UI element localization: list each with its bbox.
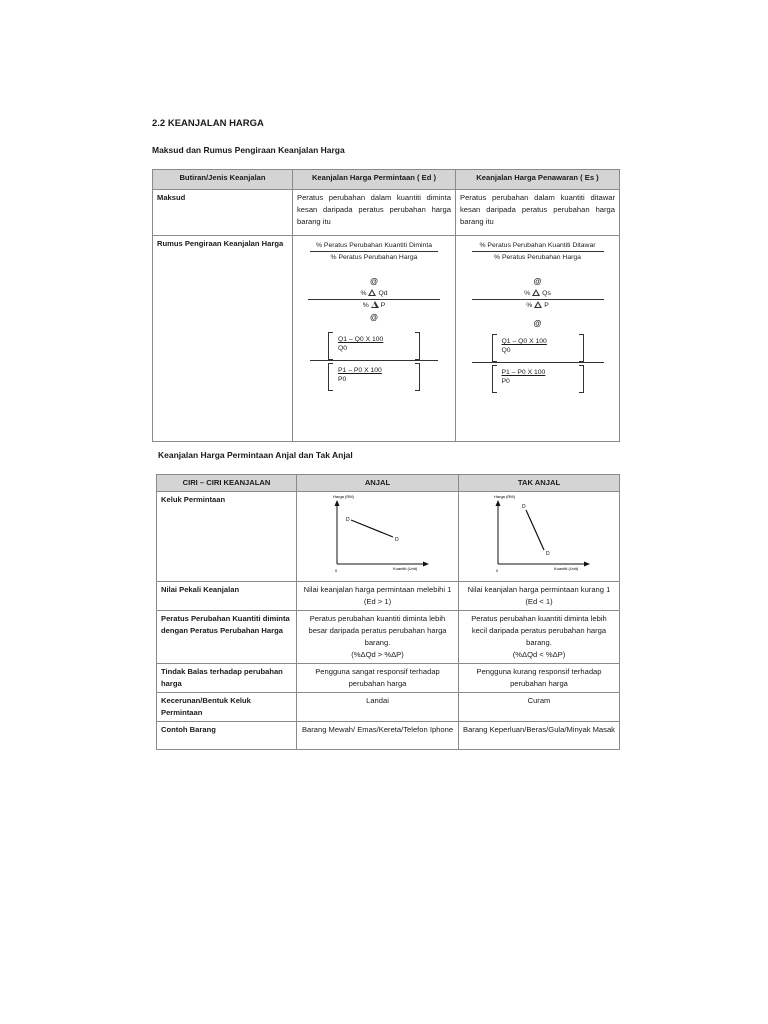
- percent-sign: %: [360, 290, 367, 297]
- demand-label-top: D: [522, 504, 526, 510]
- rumus-penawaran: [456, 236, 620, 442]
- peratus-anjal-text: Peratus perubahan kuantiti diminta lebih besar daripada peratus perubahan harga barang.: [308, 614, 447, 647]
- quantity-var: Qs: [542, 290, 551, 297]
- percent-sign: %: [362, 302, 369, 309]
- percent-sign: %: [526, 302, 533, 309]
- x-axis-arrow-icon: [584, 562, 590, 567]
- x-axis-label: Kuantiti (Unit): [392, 566, 417, 571]
- contoh-anjal: Barang Mewah/ Emas/Kereta/Telefon Iphone: [297, 722, 459, 750]
- left-bracket: [328, 332, 333, 360]
- bracket-denominator: [328, 363, 420, 389]
- p-change-top: P1 – P0 X 100: [338, 367, 382, 374]
- subtitle-maksud-rumus: Maksud dan Rumus Pengiraan Keanjalan Harga: [152, 145, 345, 155]
- demand-label-top: D: [345, 517, 350, 523]
- header-permintaan: Keanjalan Harga Permintaan ( Ed ): [293, 170, 456, 190]
- left-bracket: [328, 363, 333, 391]
- fraction-line: [310, 360, 438, 361]
- left-bracket: [492, 334, 497, 362]
- q-change-top: Q1 – Q0 X 100: [338, 336, 384, 343]
- peratus-anjal-formula: (%ΔQd > %ΔP): [351, 650, 404, 659]
- percent-sign: %: [524, 290, 531, 297]
- header-tak-anjal: TAK ANJAL: [459, 475, 620, 492]
- peratus-anjal: [297, 611, 459, 664]
- origin-label: 0: [334, 568, 337, 573]
- at-symbol: @: [533, 277, 542, 286]
- demand-curve-flat: [351, 520, 393, 537]
- at-symbol: @: [370, 313, 378, 322]
- y-axis-arrow-icon: [334, 500, 339, 506]
- formula-numerator-1: % Peratus Perubahan Kuantiti Ditawar: [479, 242, 596, 249]
- row-label-contoh: Contoh Barang: [157, 722, 297, 750]
- delta-triangle-icon: [532, 289, 540, 296]
- x-axis-arrow-icon: [423, 562, 429, 567]
- kecerunan-anjal: Landai: [297, 693, 459, 722]
- demand-label-bottom: D: [394, 537, 399, 543]
- row-label-keluk: Keluk Permintaan: [157, 492, 297, 582]
- formula-numerator-2: [297, 288, 451, 299]
- graph-tak-anjal-cell: [459, 492, 620, 582]
- bracket-denominator: [492, 365, 584, 391]
- formula-denominator-2: [297, 300, 451, 311]
- right-bracket: [415, 332, 420, 360]
- x-axis-label: Kuantiti (Unit): [554, 566, 579, 571]
- maksud-penawaran: Peratus perubahan dalam kuantiti ditawar kesan daripada peratus perubahan harga barang itu: [456, 190, 620, 236]
- graph-anjal-cell: [297, 492, 459, 582]
- header-anjal: ANJAL: [297, 475, 459, 492]
- section-title: 2.2 KEANJALAN HARGA: [152, 118, 264, 129]
- header-ciri: CIRI – CIRI KEANJALAN: [157, 475, 297, 492]
- tindak-balas-tak-anjal: Pengguna kurang responsif terhadap perubahan harga: [459, 664, 620, 693]
- p-change-bottom: P0: [338, 376, 347, 383]
- peratus-tak-anjal-text: Peratus perubahan kuantiti diminta lebih kecil daripada peratus perubahan harga barang.: [471, 614, 607, 647]
- row-label-kecerunan: Kecerunan/Bentuk Keluk Permintaan: [157, 693, 297, 722]
- kecerunan-tak-anjal: Curam: [459, 693, 620, 722]
- table-maksud-rumus: [152, 169, 620, 442]
- at-symbol: @: [533, 319, 542, 328]
- inelastic-demand-graph: [484, 494, 594, 576]
- y-axis-label: Harga (RM): [494, 494, 515, 499]
- row-label-maksud: Maksud: [153, 190, 293, 236]
- rumus-permintaan: [293, 236, 456, 442]
- y-axis-label: Harga (RM): [332, 494, 354, 499]
- peratus-tak-anjal-formula: (%ΔQd < %ΔP): [512, 650, 566, 659]
- formula-numerator-2: [460, 288, 615, 299]
- header-butiran: Butiran/Jenis Keanjalan: [153, 170, 293, 190]
- formula-denominator-2: [460, 300, 615, 311]
- right-bracket: [579, 334, 584, 362]
- right-bracket: [415, 363, 420, 391]
- delta-triangle-icon: [368, 289, 376, 296]
- fraction-line: [472, 362, 604, 363]
- contoh-tak-anjal: Barang Keperluan/Beras/Gula/Minyak Masak: [459, 722, 620, 750]
- header-penawaran: Keanjalan Harga Penawaran ( Es ): [456, 170, 620, 190]
- maksud-permintaan: Peratus perubahan dalam kuantiti diminta kesan daripada peratus perubahan harga barang itu: [293, 190, 456, 236]
- formula-numerator-1: % Peratus Perubahan Kuantiti Diminta: [316, 242, 432, 249]
- origin-label: 0: [496, 568, 499, 573]
- formula-denominator-1: % Peratus Perubahan Harga: [494, 254, 581, 261]
- row-label-nilai: Nilai Pekali Keanjalan: [157, 582, 297, 611]
- tindak-balas-anjal: Pengguna sangat responsif terhadap perubahan harga: [297, 664, 459, 693]
- row-label-tindak-balas: Tindak Balas terhadap perubahan harga: [157, 664, 297, 693]
- bracket-numerator: [328, 332, 420, 358]
- table-anjal-tak-anjal: [156, 474, 620, 750]
- p-change-top: P1 – P0 X 100: [501, 369, 546, 376]
- q-change-top: Q1 – Q0 X 100: [501, 338, 547, 345]
- demand-curve-steep: [526, 510, 544, 550]
- bracket-numerator: [492, 334, 584, 360]
- nilai-anjal: Nilai keanjalan harga permintaan melebihi 1 (Ed > 1): [297, 582, 459, 611]
- nilai-tak-anjal: Nilai keanjalan harga permintaan kurang 1 (Ed < 1): [459, 582, 620, 611]
- p-change-bottom: P0: [501, 378, 510, 385]
- delta-triangle-icon: [371, 301, 379, 308]
- q-change-bottom: Q0: [338, 345, 348, 352]
- demand-label-bottom: D: [546, 551, 550, 557]
- right-bracket: [579, 365, 584, 393]
- price-var: P: [544, 302, 549, 309]
- peratus-tak-anjal: [459, 611, 620, 664]
- row-label-peratus: Peratus Perubahan Kuantiti diminta dengan Peratus Perubahan Harga: [157, 611, 297, 664]
- price-var: P: [380, 302, 386, 309]
- delta-triangle-icon: [534, 301, 542, 308]
- subtitle-anjal-tak-anjal: Keanjalan Harga Permintaan Anjal dan Tak Anjal: [158, 450, 353, 460]
- row-label-rumus: Rumus Pengiraan Keanjalan Harga: [153, 236, 293, 442]
- elastic-demand-graph: [323, 494, 433, 576]
- q-change-bottom: Q0: [501, 347, 511, 354]
- left-bracket: [492, 365, 497, 393]
- at-symbol: @: [370, 277, 378, 286]
- y-axis-arrow-icon: [496, 500, 501, 506]
- quantity-var: Qd: [378, 290, 388, 297]
- formula-denominator-1: % Peratus Perubahan Harga: [330, 254, 418, 261]
